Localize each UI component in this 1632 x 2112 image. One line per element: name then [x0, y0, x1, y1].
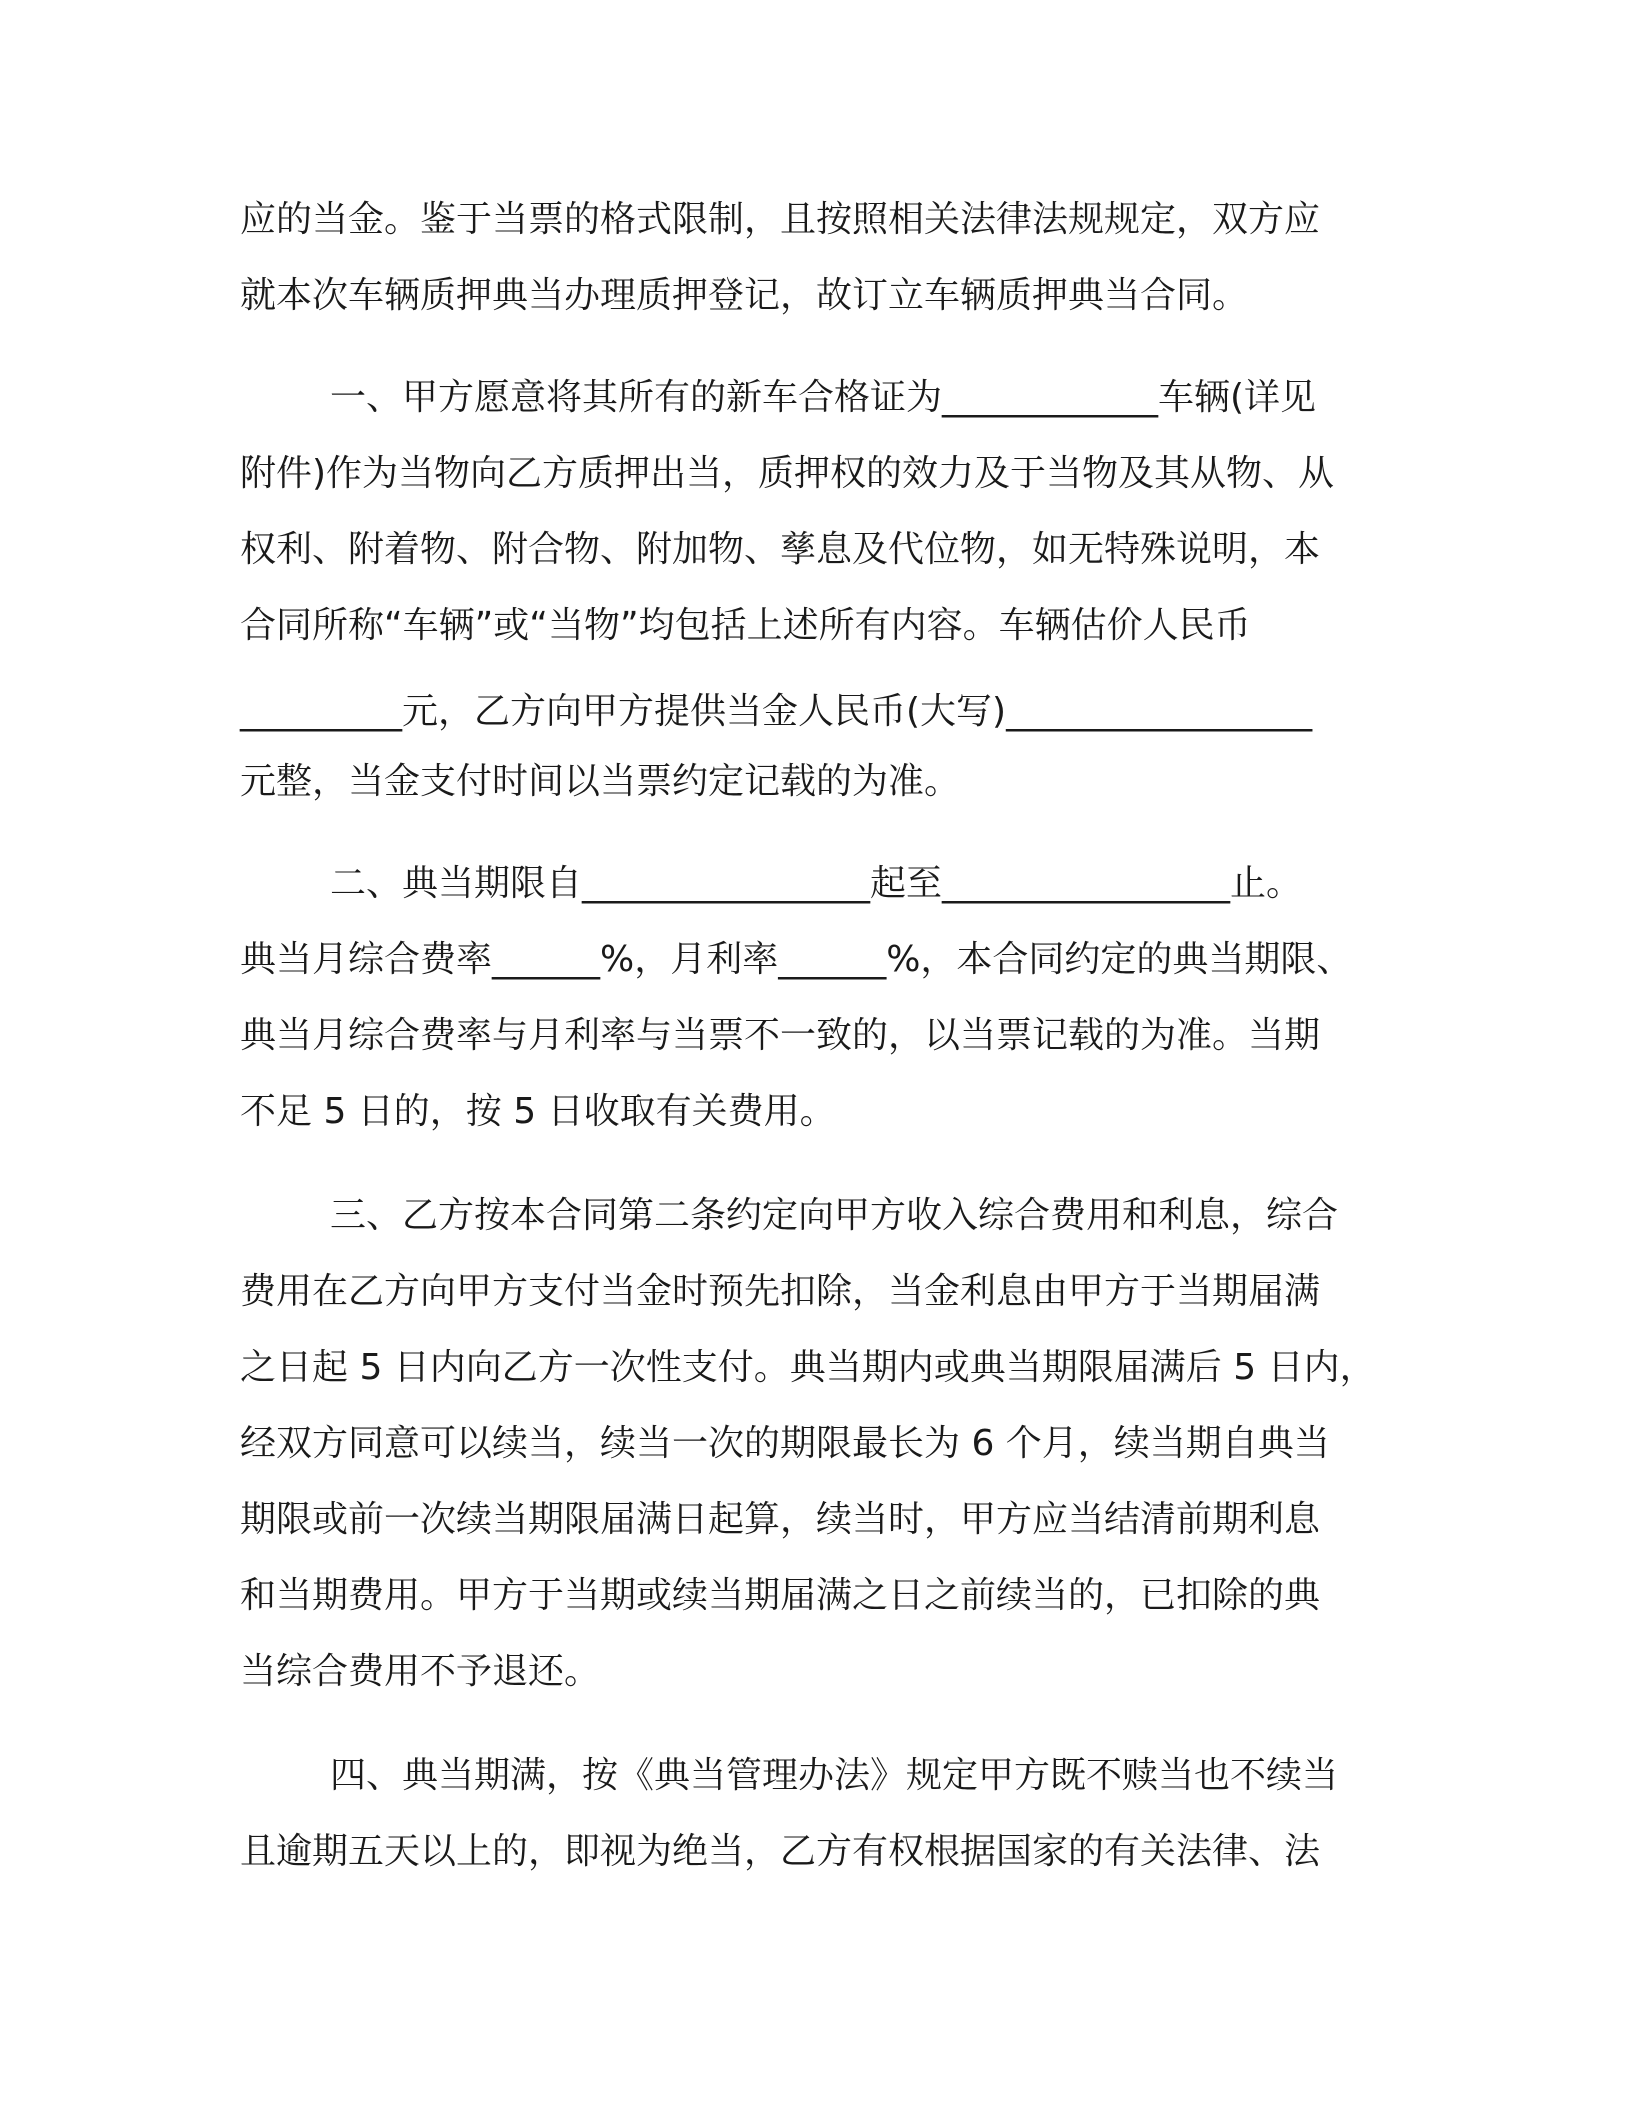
text-line: 期限或前一次续当期限届满日起算，续当时，甲方应当结清前期利息 — [240, 1499, 1321, 1540]
text-line: 应的当金。鉴于当票的格式限制，且按照相关法律法规规定，双方应 — [240, 199, 1321, 240]
text-line: 合同所称“车辆”或“当物”均包括上述所有内容。车辆估价人民币 — [240, 605, 1251, 646]
text-line: 附件)作为当物向乙方质押出当，质押权的效力及于当物及其从物、从 — [240, 453, 1335, 494]
text-line: 且逾期五天以上的，即视为绝当，乙方有权根据国家的有关法律、法 — [240, 1831, 1321, 1872]
text-line: 权利、附着物、附合物、附加物、孳息及代位物，如无特殊说明，本 — [240, 529, 1321, 570]
text-line: 不足 5 日的，按 5 日收取有关费用。 — [240, 1091, 836, 1132]
text-line: 元整，当金支付时间以当票约定记载的为准。 — [240, 761, 961, 802]
text-line: 就本次车辆质押典当办理质押登记，故订立车辆质押典当合同。 — [240, 275, 1249, 316]
clause-3-heading-line: 三、乙方按本合同第二条约定向甲方收入综合费用和利息，综合 — [330, 1195, 1339, 1236]
text-line: _________元，乙方向甲方提供当金人民币(大写)_________________ — [240, 691, 1313, 732]
text-line: 当综合费用不予退还。 — [240, 1651, 601, 1692]
text-line: 典当月综合费率______%，月利率______%，本合同约定的典当期限、 — [240, 939, 1353, 980]
text-line: 和当期费用。甲方于当期或续当期届满之日之前续当的，已扣除的典 — [240, 1575, 1321, 1616]
text-line: 典当月综合费率与月利率与当票不一致的，以当票记载的为准。当期 — [240, 1015, 1321, 1056]
clause-1-heading-line: 一、甲方愿意将其所有的新车合格证为____________车辆(详见 — [330, 377, 1317, 418]
clause-2-heading-line: 二、典当期限自________________起至________________止。 — [330, 863, 1303, 904]
text-line: 费用在乙方向甲方支付当金时预先扣除，当金利息由甲方于当期届满 — [240, 1271, 1321, 1312]
clause-4-heading-line: 四、典当期满，按《典当管理办法》规定甲方既不赎当也不续当 — [330, 1755, 1339, 1796]
text-line: 经双方同意可以续当，续当一次的期限最长为 6 个月，续当期自典当 — [240, 1423, 1330, 1464]
text-line: 之日起 5 日内向乙方一次性支付。典当期内或典当期限届满后 5 日内， — [240, 1347, 1376, 1388]
